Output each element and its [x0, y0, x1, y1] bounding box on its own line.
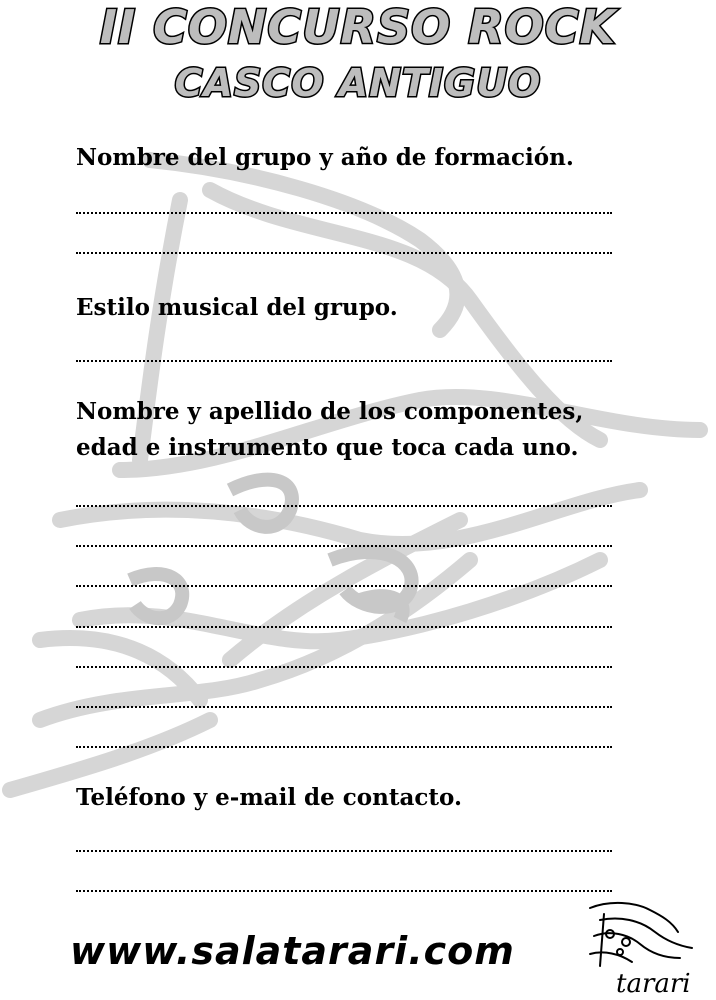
members-answer-line-6[interactable] [76, 706, 612, 708]
group-name-label: Nombre del grupo y año de formación. [76, 144, 574, 171]
contact-label: Teléfono y e-mail de contacto. [76, 784, 462, 811]
contact-answer-line-2[interactable] [76, 890, 612, 892]
members-answer-line-1[interactable] [76, 505, 612, 507]
contest-subtitle: CASCO ANTIGUO [174, 61, 542, 105]
tarari-logo [580, 896, 700, 1000]
contest-title: II CONCURSO ROCK [99, 0, 617, 54]
contact-answer-line-1[interactable] [76, 850, 612, 852]
group-name-answer-line-2[interactable] [76, 252, 612, 254]
members-answer-line-5[interactable] [76, 666, 612, 668]
members-label-line-2: edad e instrumento que toca cada uno. [76, 434, 579, 461]
members-label-line-1: Nombre y apellido de los componentes, [76, 398, 584, 425]
website-url[interactable]: www.salatarari.com [70, 929, 515, 973]
logo-wordmark: tarari [616, 969, 691, 999]
members-answer-line-4[interactable] [76, 626, 612, 628]
music-style-answer-line[interactable] [76, 360, 612, 362]
group-name-answer-line-1[interactable] [76, 212, 612, 214]
members-answer-line-7[interactable] [76, 746, 612, 748]
music-style-label: Estilo musical del grupo. [76, 294, 398, 321]
members-answer-line-2[interactable] [76, 545, 612, 547]
members-answer-line-3[interactable] [76, 585, 612, 587]
